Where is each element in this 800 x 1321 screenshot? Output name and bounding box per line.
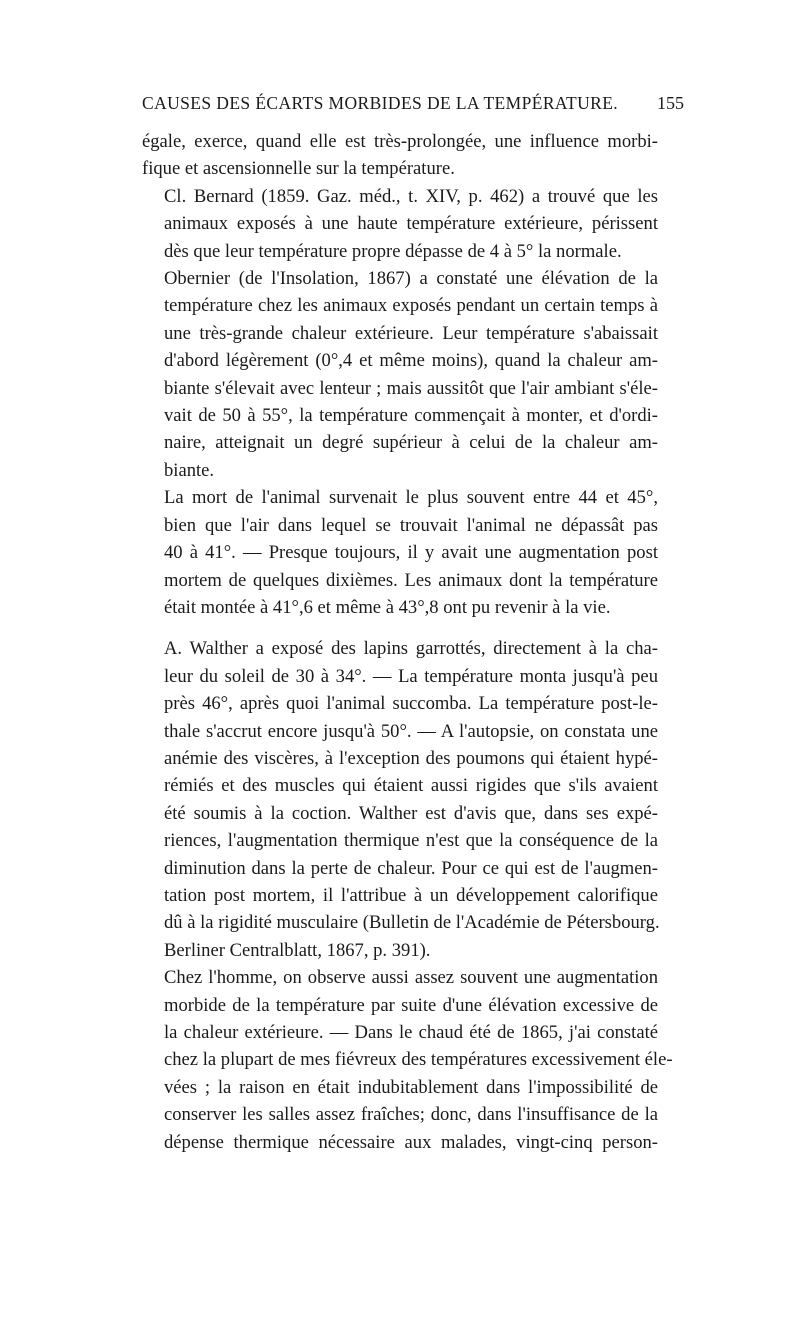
text-line: A. Walther a exposé des lapins garrottés, directement à la cha- — [164, 638, 658, 660]
paragraph — [142, 484, 658, 621]
page-number: 155 — [657, 93, 684, 113]
text-line: été soumis à la coction. Walther est d'avis que, dans ses expé- — [164, 802, 658, 824]
text-line: température chez les animaux exposés pendant un certain temps à — [164, 295, 658, 317]
text-line: Cl. Bernard (1859. Gaz. méd., t. XIV, p. 462) a trouvé que les — [164, 185, 658, 207]
text-line: dû à la rigidité musculaire (Bulletin de l'Académie de Pétersbourg. — [164, 912, 660, 934]
text-line: rémiés et des muscles qui étaient aussi rigides que s'ils avaient — [164, 775, 658, 797]
paragraph — [142, 635, 658, 964]
text-line: mortem de quelques dixièmes. Les animaux dont la température — [164, 569, 658, 591]
text-line: anémie des viscères, à l'exception des poumons qui étaient hypé- — [164, 747, 658, 769]
text-line: animaux exposés à une haute température extérieure, périssent — [164, 213, 658, 235]
text-line: vées ; la raison en était indubitablement dans l'impossibilité de — [164, 1076, 658, 1098]
text-line: 40 à 41°. — Presque toujours, il y avait une augmentation post — [164, 542, 658, 564]
paragraph — [142, 183, 658, 265]
text-line: la chaleur extérieure. — Dans le chaud été de 1865, j'ai constaté — [164, 1022, 658, 1043]
text-line: thale s'accrut encore jusqu'à 50°. — A l'autopsie, on constata une — [164, 720, 658, 742]
paragraph — [142, 964, 673, 1156]
text-line: La mort de l'animal survenait le plus souvent entre 44 et 45°, — [164, 487, 658, 509]
text-line: chez la plupart de mes fiévreux des températures excessivement éle- — [164, 1049, 673, 1071]
text-line: était montée à 41°,6 et même à 43°,8 ont pu revenir à la vie. — [164, 596, 611, 618]
text-line: d'abord légèrement (0°,4 et même moins), quand la chaleur am- — [164, 350, 658, 372]
text-line: morbide de la température par suite d'une élévation excessive de — [164, 994, 658, 1016]
text-line: Obernier (de l'Insolation, 1867) a constaté une élévation de la — [164, 268, 658, 290]
text-line: égale, exerce, quand elle est très-prolongée, une influence morbi- — [142, 131, 658, 152]
text-line: tation post mortem, il l'attribue à un développement calorifique — [164, 884, 658, 906]
text-line: fique et ascensionnelle sur la température. — [142, 158, 455, 180]
text-line: biante s'élevait avec lenteur ; mais aussitôt que l'air ambiant s'éle- — [164, 377, 658, 399]
text-line: une très-grande chaleur extérieure. Leur température s'abaissait — [164, 322, 658, 344]
text-line: riences, l'augmentation thermique n'est que la conséquence de la — [164, 830, 658, 852]
text-line: diminution dans la perte de chaleur. Pour ce qui est de l'augmen- — [164, 857, 658, 879]
text-line: leur du soleil de 30 à 34°. — La température monta jusqu'à peu — [164, 665, 658, 687]
text-line: biante. — [164, 459, 215, 481]
paragraph — [142, 265, 658, 484]
running-header: CAUSES DES ÉCARTS MORBIDES DE LA TEMPÉRATURE. — [142, 93, 619, 113]
text-line: naire, atteignait un degré supérieur à celui de la chaleur am- — [164, 432, 658, 454]
text-line: Berliner Centralblatt, 1867, p. 391). — [164, 939, 431, 961]
text-line: vait de 50 à 55°, la température commençait à monter, et d'ordi- — [164, 405, 658, 427]
text-line: près 46°, après quoi l'animal succomba. La température post-le- — [164, 693, 658, 715]
paragraph — [142, 128, 658, 183]
text-line: bien que l'air dans lequel se trouvait l'animal ne dépassât pas — [164, 514, 658, 536]
text-line: Chez l'homme, on observe aussi assez souvent une augmentation — [164, 967, 658, 989]
text-line: dépense thermique nécessaire aux malades, vingt-cinq person- — [164, 1131, 658, 1153]
text-line: conserver les salles assez fraîches; donc, dans l'insuffisance de la — [164, 1104, 658, 1126]
text-line: dès que leur température propre dépasse de 4 à 5° la normale. — [164, 240, 622, 262]
page-body — [142, 128, 673, 1156]
